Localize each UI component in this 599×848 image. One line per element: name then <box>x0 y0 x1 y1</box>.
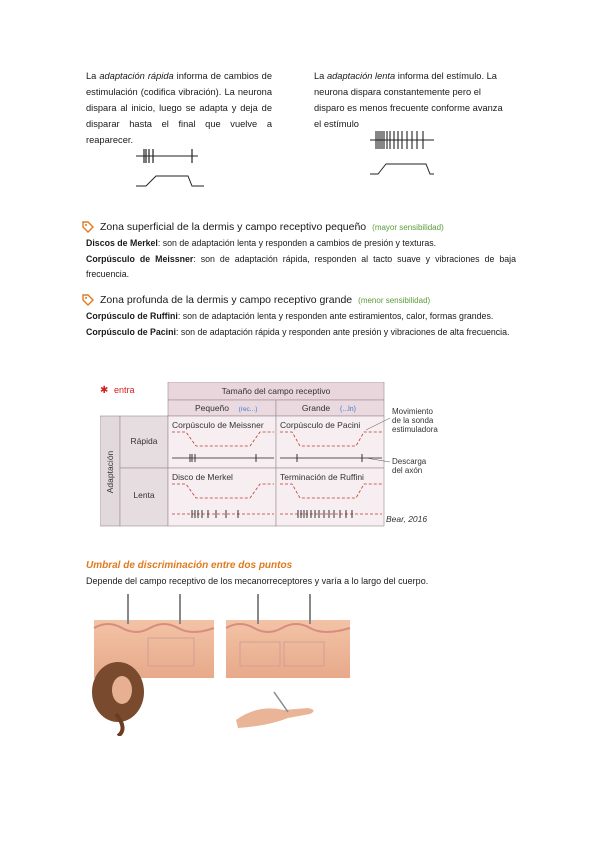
cell-pacini: Corpúsculo de Pacini <box>280 420 361 430</box>
entra-label: entra <box>114 385 135 395</box>
fast-adaptation-text: La adaptación rápida informa de cambios de estimulación (codifica vibración). La neurona dispara al inicio, luego se adapta y deja de disparar hasta el final que vuelve a reaparecer. <box>86 71 272 145</box>
pacini-item: Corpúsculo de Pacini: son de adaptación rápida y responden ante presión y vibraciones de alta frecuencia. <box>86 326 510 337</box>
fast-adaptation-term: adaptación rápida <box>99 71 174 81</box>
slow-adaptation-term: adaptación lenta <box>326 71 396 81</box>
row-slow-label: Lenta <box>133 490 155 500</box>
entra-mark: ✱ <box>100 385 109 396</box>
row-fast-label: Rápida <box>130 436 158 446</box>
figure-header: Tamaño del campo receptivo <box>221 386 331 396</box>
cell-meissner: Corpúsculo de Meissner <box>172 420 264 430</box>
col-small-tag: (rec...) <box>238 406 258 413</box>
slow-adaptation-diagram <box>370 128 434 180</box>
slow-adaptation-text: La adaptación lenta informa del estímulo. La neurona dispara constantemente pero el disparo es menos frecuente conforme avanza el estímulo <box>314 71 503 129</box>
superficial-note: (mayor sensibilidad) <box>372 222 444 232</box>
deep-body <box>86 309 516 340</box>
legend-move: Movimiento de la sonda estimuladora <box>392 407 438 434</box>
umbral-title: Umbral de discriminación entre dos puntos <box>86 560 293 571</box>
receptor-figure <box>100 382 520 530</box>
meissner-item: Corpúsculo de Meissner: son de adaptación rápida, responden al tacto suave y vibraciones de baja frecuencia. <box>86 253 516 279</box>
col-large-tag: (...ln) <box>340 406 356 413</box>
two-point-illustration <box>88 594 358 736</box>
figure-credit: Bear, 2016 <box>386 514 428 524</box>
ruffini-item: Corpúsculo de Ruffini: son de adaptación lenta y responden ante estiramientos, calor, formas grandes. <box>86 311 494 321</box>
fast-adaptation-diagram <box>136 146 206 194</box>
row-axis-label: Adaptación <box>105 450 115 494</box>
col-large-label: Grande <box>301 403 331 413</box>
tag-icon <box>82 221 94 233</box>
umbral-text: Depende del campo receptivo de los mecanorreceptores y varía a lo largo del cuerpo. <box>86 576 429 586</box>
tag-icon <box>82 294 94 306</box>
cell-merkel: Disco de Merkel <box>172 472 233 482</box>
legend-discharge: Descarga del axón <box>392 457 427 475</box>
col-small-label: Pequeño <box>194 403 230 413</box>
deep-note: (menor sensibilidad) <box>358 295 431 305</box>
superficial-heading: Zona superficial de la dermis y campo receptivo pequeño (mayor sensibilidad) <box>82 221 444 233</box>
cell-ruffini: Terminación de Ruffini <box>280 472 364 482</box>
merkel-item: Discos de Merkel: son de adaptación lenta y responden a cambios de presión y texturas. <box>86 238 437 248</box>
superficial-body <box>86 236 516 283</box>
deep-heading: Zona profunda de la dermis y campo receptivo grande (menor sensibilidad) <box>82 294 430 306</box>
